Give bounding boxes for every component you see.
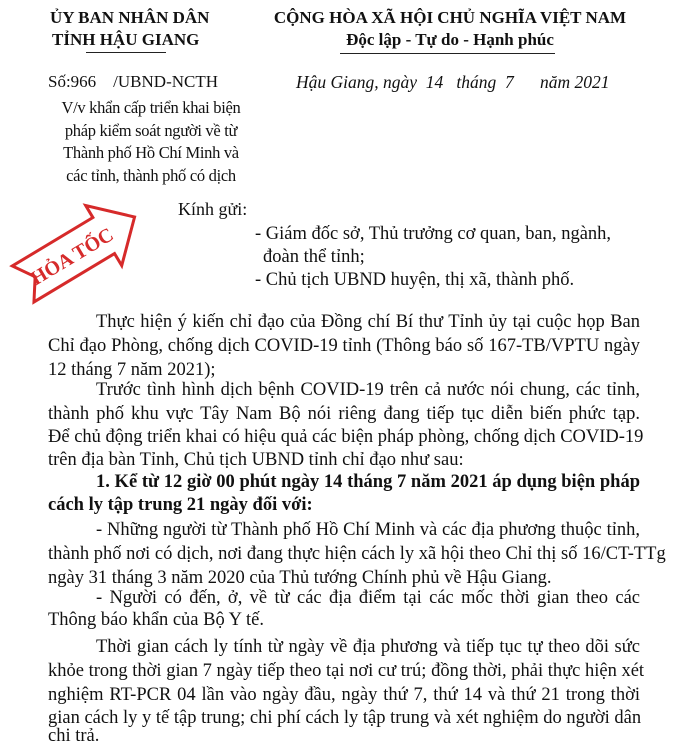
body-line: trên địa bàn Tỉnh, Chủ tịch UBND tỉnh chỉ đạo như sau: — [48, 450, 464, 470]
agency-province: TỈNH HẬU GIANG — [52, 30, 200, 49]
item-heading: 1. Kể từ 12 giờ 00 phút ngày 14 tháng 7 năm 2021 áp dụng biện pháp — [96, 472, 640, 492]
document-subject — [40, 97, 262, 187]
body-line: 12 tháng 7 năm 2021); — [48, 360, 216, 380]
recipient-line: - Giám đốc sở, Thủ trưởng cơ quan, ban, ngành, — [255, 224, 612, 244]
subject-line: Thành phố Hồ Chí Minh và — [63, 143, 239, 162]
body-line: Để chủ động triển khai có hiệu quả các biện pháp phòng, chống dịch COVID-19 — [48, 427, 644, 447]
body-line: thành phố khu vực Tây Nam Bộ nói riêng đang tiếp tục diễn biến phức tạp. — [48, 404, 640, 424]
urgent-stamp-arrow-icon — [0, 182, 158, 321]
nation-title: CỘNG HÒA XÃ HỘI CHỦ NGHĨA VIỆT NAM — [273, 8, 627, 27]
body-line: nghiệm RT-PCR 04 lần vào ngày đầu, ngày thứ 7, thứ 14 và thứ 21 trong thời — [48, 685, 640, 705]
recipient-line: - Chủ tịch UBND huyện, thị xã, thành phố. — [255, 270, 575, 290]
subject-line: các tỉnh, thành phố có dịch — [66, 165, 236, 185]
body-line: - Những người từ Thành phố Hồ Chí Minh và các địa phương thuộc tỉnh, — [96, 520, 640, 540]
recipients-label: Kính gửi: — [178, 199, 248, 219]
body-line: thành phố nơi có dịch, nơi đang thực hiện cách ly xã hội theo Chỉ thị số 16/CT-TTg — [48, 544, 666, 564]
stamp-text: HỎA TỐC — [26, 223, 118, 291]
body-line: gian cách ly y tế tập trung; chi phí cách ly tập trung và xét nghiệm do người dân — [48, 708, 642, 728]
subject-line: pháp kiểm soát người về từ — [64, 120, 238, 140]
body-line: - Người có đến, ở, về từ các địa điểm tại các mốc thời gian theo các — [96, 588, 640, 608]
subject-line: V/v khẩn cấp triển khai biện — [61, 98, 241, 117]
body-line: Thông báo khẩn của Bộ Y tế. — [48, 610, 264, 630]
body-line: Thực hiện ý kiến chỉ đạo của Đồng chí Bí thư Tỉnh ủy tại cuộc họp Ban — [96, 312, 640, 332]
nation-motto: Độc lập - Tự do - Hạnh phúc — [346, 30, 554, 49]
body-line: chi trả. — [48, 726, 100, 746]
document-date: Hậu Giang, ngày 14 tháng 7 năm 2021 — [296, 72, 610, 92]
recipient-line: đoàn thể tỉnh; — [263, 247, 365, 267]
document-number: Số:966 /UBND-NCTH — [48, 72, 219, 91]
body-line: Thời gian cách ly tính từ ngày về địa phương và tiếp tục tự theo dõi sức — [96, 637, 640, 657]
agency-underline — [86, 52, 166, 53]
item-heading: cách ly tập trung 21 ngày đối với: — [48, 495, 313, 515]
body-line: Chỉ đạo Phòng, chống dịch COVID-19 tỉnh (Thông báo số 167-TB/VPTU ngày — [48, 336, 640, 356]
body-line: ngày 31 tháng 3 năm 2020 của Thủ tướng Chính phủ về Hậu Giang. — [48, 568, 552, 588]
agency-name: ỦY BAN NHÂN DÂN — [50, 8, 210, 27]
body-line: khỏe trong thời gian 7 ngày tiếp theo tại nơi cư trú; đồng thời, phải thực hiện xét — [48, 661, 645, 681]
motto-underline — [340, 53, 555, 54]
body-line: Trước tình hình dịch bệnh COVID-19 trên cả nước nói chung, các tỉnh, — [96, 380, 640, 400]
